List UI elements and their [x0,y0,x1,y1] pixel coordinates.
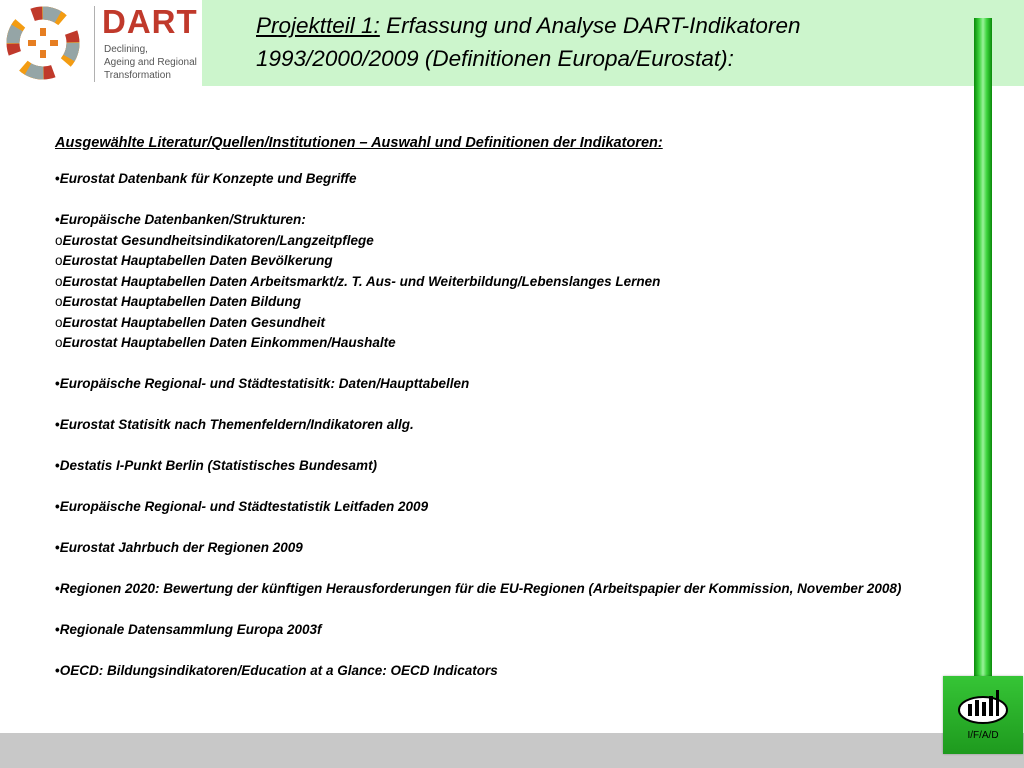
sub-list-item [55,313,935,334]
list-item-text: Eurostat Statisitk nach Themenfeldern/Indikatoren allg. [59,417,414,432]
list-item [55,169,935,190]
dart-logo[interactable] [0,0,202,86]
logo-divider [94,6,95,82]
logo-word: DART [102,3,198,40]
green-side-bar [974,18,992,768]
bullet-icon: • [55,212,60,227]
list-item [55,620,935,641]
list-item [55,661,935,682]
list-item [55,374,935,395]
bullet-icon: • [55,581,60,596]
sub-bullet-icon: o [55,273,63,289]
section-heading: Ausgewählte Literatur/Quellen/Institutionen – Auswahl und Definitionen der Indikatoren: [55,135,663,151]
list-item [55,538,935,559]
sub-bullet-icon: o [55,294,63,309]
ifad-badge[interactable] [943,676,1023,754]
list-item-text: Regionen 2020: Bewertung der künftigen Herausforderungen für die EU-Regionen (Arbeitspapier der Kommission, November 2008) [59,581,902,596]
content-area [55,132,935,682]
list-item-text: Europäische Regional- und Städtestatisitk: Daten/Haupttabellen [59,376,470,391]
ifad-label: I/F/A/D [967,730,999,741]
dart-ring-icon [4,4,82,82]
list-item-text: Eurostat Datenbank für Konzepte und Begriffe [59,171,357,186]
list-spacer [55,477,935,498]
list-item-text: Regionale Datensammlung Europa 2003f [59,622,322,637]
logo-tagline-line: Transformation [104,70,171,81]
list-spacer [55,436,935,457]
sub-bullet-icon: o [55,232,63,248]
list-item-text: Eurostat Jahrbuch der Regionen 2009 [59,540,303,555]
list-spacer [55,395,935,416]
bullet-icon: • [55,376,60,391]
bullet-icon: • [55,171,60,186]
logo-tagline-line: Declining, [104,44,148,55]
list-spacer [55,559,935,580]
list-spacer [55,190,935,211]
bullet-icon: • [55,458,60,473]
list-spacer [55,354,935,375]
title-text: Erfassung und Analyse DART-Indikatoren 1993/2000/2009 (Definitionen Europa/Eurostat): [256,13,801,71]
logo-tagline [104,43,202,82]
list-item-text: OECD: Bildungsindikatoren/Education at a Glance: OECD Indicators [59,663,498,678]
source-list [55,169,935,682]
sub-list-item [55,231,935,252]
sub-list-item-text: Eurostat Hauptabellen Daten Einkommen/Haushalte [62,335,396,350]
sub-list-item-text: Eurostat Hauptabellen Daten Arbeitsmarkt/z. T. Aus- und Weiterbildung/Lebenslanges Lernen [62,273,661,289]
bullet-icon: • [55,663,60,678]
sub-bullet-icon: o [55,314,63,330]
list-item [55,497,935,518]
list-item-text: Destatis I-Punkt Berlin (Statistisches Bundesamt) [59,458,378,473]
sub-list-item-text: Eurostat Hauptabellen Daten Gesundheit [62,314,326,330]
list-item [55,210,935,231]
bar-chart-icon [956,688,1010,728]
list-item [55,456,935,477]
logo-tagline-line: Ageing and Regional [104,57,197,68]
sub-list-item [55,272,935,293]
footer-band [0,733,1024,768]
list-item [55,579,935,600]
sub-list-item-text: Eurostat Hauptabellen Daten Bevölkerung [62,253,333,268]
sub-list-item [55,251,935,272]
sub-list-item [55,292,935,313]
sub-list-item-text: Eurostat Gesundheitsindikatoren/Langzeitpflege [62,232,374,248]
bullet-icon: • [55,622,60,637]
sub-list-item [55,333,935,354]
bullet-icon: • [55,540,60,555]
list-spacer [55,641,935,662]
list-item-text: Europäische Regional- und Städtestatistik Leitfaden 2009 [59,499,429,514]
list-item [55,415,935,436]
list-spacer [55,518,935,539]
page-title [256,9,956,75]
sub-bullet-icon: o [55,335,63,350]
sub-list-item-text: Eurostat Hauptabellen Daten Bildung [62,294,302,309]
title-prefix: Projektteil 1: [256,13,380,38]
list-item-text: Europäische Datenbanken/Strukturen: [59,212,306,227]
bullet-icon: • [55,417,60,432]
list-spacer [55,600,935,621]
bullet-icon: • [55,499,60,514]
sub-bullet-icon: o [55,253,63,268]
